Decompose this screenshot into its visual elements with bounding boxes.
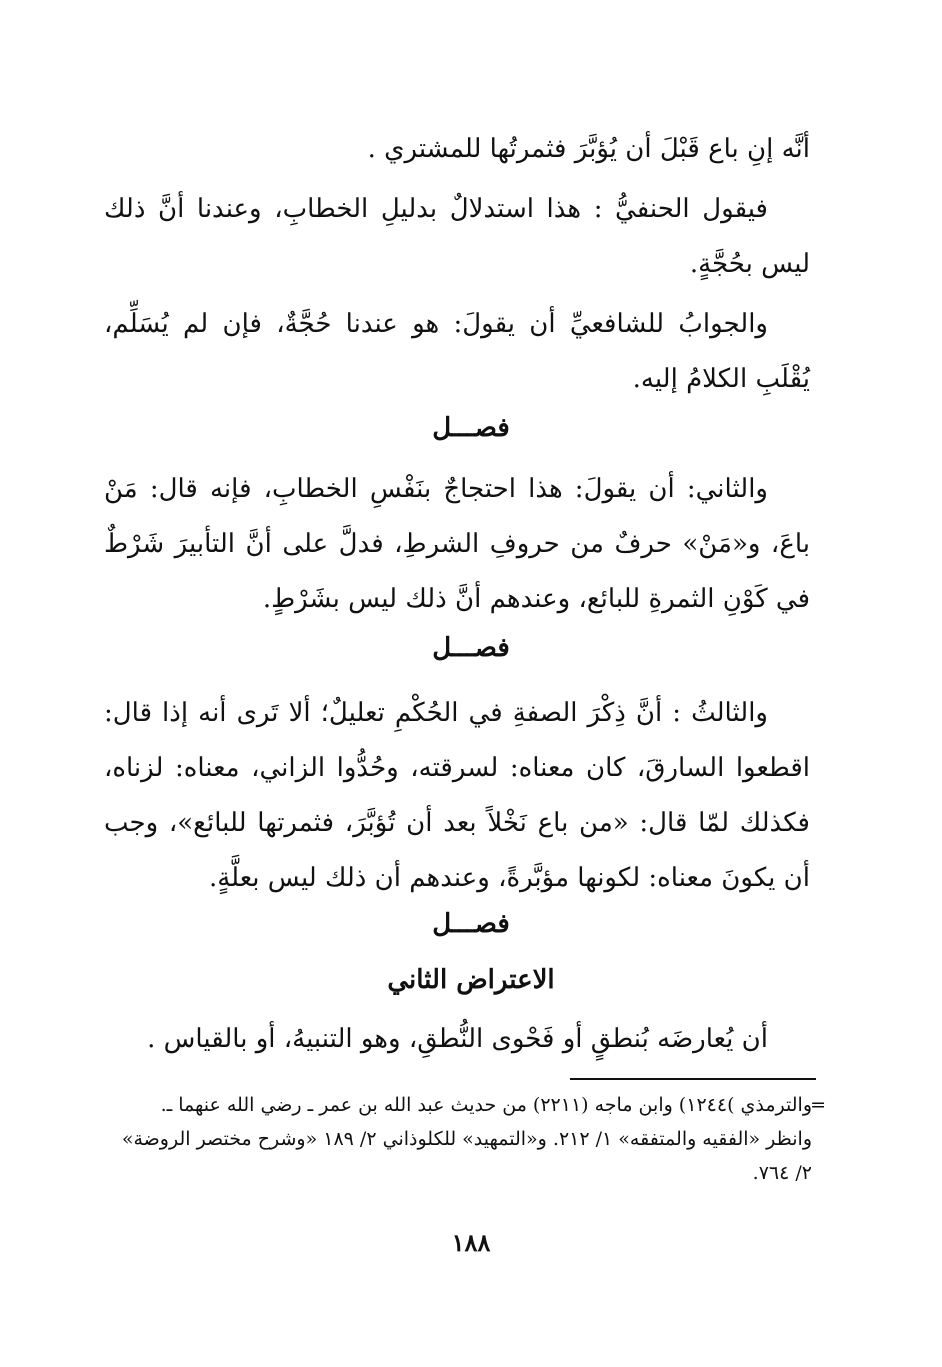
- paragraph-5: والثالثُ : أنَّ ذِكْرَ الصفةِ في الحُكْمِ تعليلٌ؛ ألا تَرى أنه إذا قال: اقطعوا السارقَ، كان معناه: لسرقته، وحُدُّوا الزاني، معناه: لزناه، فكذلك لمّا قال: «من باع نَخْلاً بعد أن تُؤبَّرَ، فثمرتها للبائع»، وجب أن يكونَ معناه: لكونها مؤبَّرةً، وعندهم أن ذلك ليس بعلَّةٍ.: [104, 698, 810, 893]
- section-heading-fasl-3: [0, 904, 942, 944]
- section-heading-fasl-1: [0, 408, 942, 448]
- paragraph-6: أن يُعارضَه بُنطقٍ أو فَحْوى النُّطقِ، وهو التنبيهُ، أو بالقياس .: [147, 1024, 768, 1054]
- heading-text: فصـــل: [432, 909, 510, 939]
- page-number: ١٨٨: [451, 1228, 491, 1257]
- footnote-continuation-marker: =: [810, 1094, 826, 1116]
- footnote-text: والترمذي )١٢٤٤) وابن ماجه (٢٢١١) من حديث عبد الله بن عمر ـ رضي الله عنهما ـ. وانظر «الفقيه والمتفقه» ١/ ٢١٢. و«التمهيد» للكلوذاني ٢/ ١٨٩ «وشرح مختصر الروضة» ٢/ ٧٦٤.: [121, 1094, 812, 1184]
- paragraph-3: والجوابُ للشافعيِّ أن يقولَ: هو عندنا حُجَّةٌ، فإن لم يُسَلِّم، يُقْلَبِ الكلامُ إليه.: [104, 309, 810, 394]
- footnote-divider: [570, 1078, 816, 1080]
- section-heading-second-objection: الاعتراض الثاني: [387, 965, 555, 995]
- paragraph-2: فيقول الحنفيُّ : هذا استدلالٌ بدليلِ الخطابِ، وعندنا أنَّ ذلك ليس بحُجَّةٍ.: [104, 194, 810, 279]
- paragraph-4: والثاني: أن يقولَ: هذا احتجاجٌ بنَفْسِ الخطابِ، فإنه قال: مَنْ باعَ، و«مَنْ» حرفٌ من حروفِ الشرطِ، فدلَّ على أنَّ التأبيرَ شَرْطٌ في كَوْنِ الثمرةِ للبائع، وعندهم أنَّ ذلك ليس بشَرْطٍ.: [104, 474, 810, 614]
- section-heading-fasl-2: [0, 628, 942, 668]
- paragraph-1: أنَّه إنِ باع قَبْلَ أن يُؤبَّرَ فثمرتُها للمشتري .: [367, 134, 810, 164]
- footnote: [112, 1088, 826, 1190]
- heading-text: فصـــل: [432, 413, 510, 443]
- heading-text: فصـــل: [432, 633, 510, 663]
